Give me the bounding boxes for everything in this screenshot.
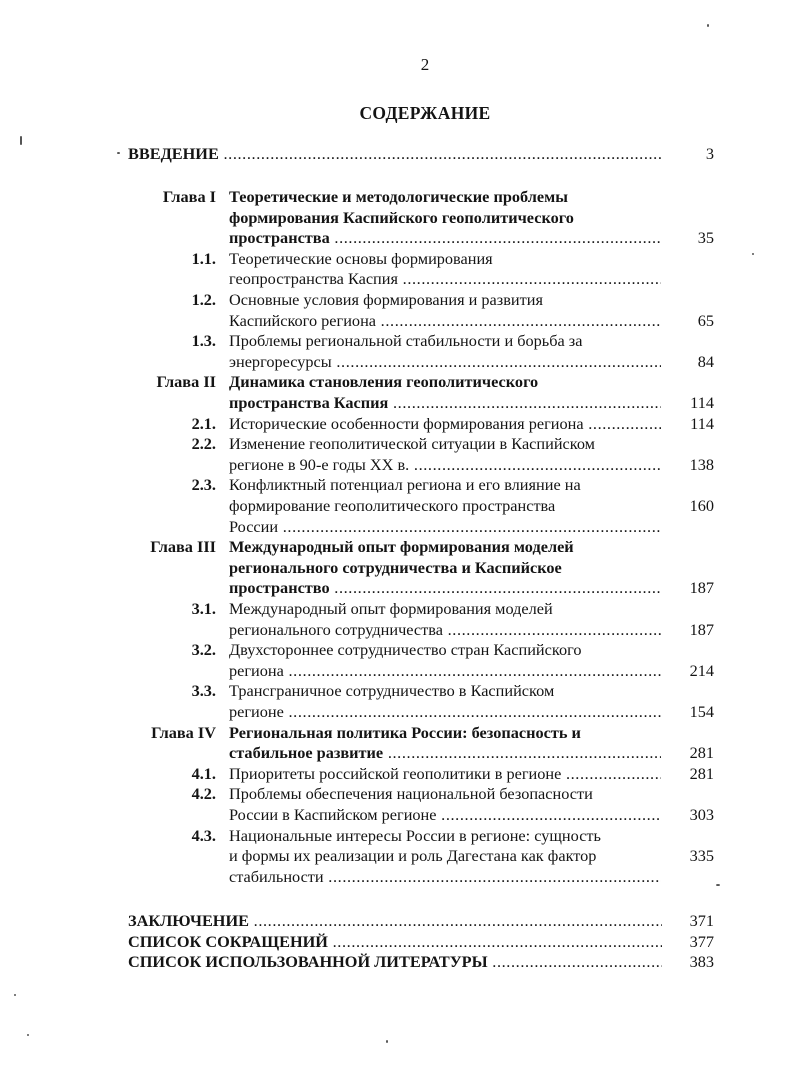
scan-speck bbox=[20, 136, 22, 145]
toc-entry-section-title-line: Изменение геополитической ситуации в Каспийском bbox=[229, 434, 595, 454]
toc-entry-section-title-line: Национальные интересы России в регионе: сущность bbox=[229, 825, 601, 845]
toc-entry-chapter-label: Глава II bbox=[156, 372, 216, 392]
toc-entry-section-title-line: Проблемы обеспечения национальной безопасности bbox=[229, 784, 593, 804]
toc-entry-chapter-page-number: 281 bbox=[689, 743, 714, 763]
toc-entry-section-page-number: 303 bbox=[689, 804, 714, 824]
toc-entry-section-title-line: России ..... bbox=[229, 517, 661, 538]
toc-entry-section-title-line: и формы их реализации и роль Дагестана как фактор bbox=[229, 846, 597, 866]
toc-entry-chapter-page-number: 187 bbox=[689, 578, 714, 598]
toc-entry-chapter-title-line: Региональная политика России: безопасность и bbox=[229, 722, 581, 742]
toc-entry-section-title-line: Каспийского региона ..... bbox=[229, 311, 661, 332]
toc-entry-section-title-line: геопространства Каспия ..... bbox=[229, 269, 661, 290]
scan-speck bbox=[716, 884, 720, 886]
toc-entry-section-label: 3.2. bbox=[191, 640, 216, 660]
toc-entry-section-title-line: региона ..... bbox=[229, 661, 661, 682]
toc-entry-section-title-line: регионе ..... bbox=[229, 702, 661, 723]
toc-entry-closing-title-line: СПИСОК ИСПОЛЬЗОВАННОЙ ЛИТЕРАТУРЫ ..... bbox=[128, 952, 662, 973]
toc-entry-section-title-line: регионального сотрудничества ..... bbox=[229, 620, 661, 641]
toc-entry-section-label: 4.2. bbox=[191, 784, 216, 804]
toc-entry-section-label: 4.3. bbox=[191, 825, 216, 845]
toc-entry-section-label: 4.1. bbox=[191, 763, 216, 783]
toc-entry-closing-page-number: 371 bbox=[689, 911, 714, 930]
toc-entry-chapter-label: Глава IV bbox=[151, 722, 216, 742]
scan-speck bbox=[14, 994, 16, 996]
toc-title: СОДЕРЖАНИЕ bbox=[359, 103, 491, 123]
toc-entry-section-label: 3.3. bbox=[191, 681, 216, 701]
toc-entry-section-title-line: Трансграничное сотрудничество в Каспийском bbox=[229, 681, 555, 701]
toc-entry-closing-title-line: ЗАКЛЮЧЕНИЕ ..... bbox=[128, 911, 662, 932]
toc-entry-chapter-title-line: пространство ..... bbox=[229, 578, 661, 599]
toc-entry-chapter-title-line: формирования Каспийского геополитического bbox=[229, 207, 574, 227]
toc-entry-section-label: 2.1. bbox=[191, 413, 216, 433]
toc-entry-intro-page-number: 3 bbox=[705, 144, 714, 163]
toc-entry-section-label: 2.2. bbox=[191, 434, 216, 454]
toc-entry-section-page-number: 65 bbox=[697, 310, 714, 330]
toc-entry-section-title-line: Двухстороннее сотрудничество стран Каспийского bbox=[229, 640, 582, 660]
toc-entry-section-page-number: 281 bbox=[689, 763, 714, 783]
toc-entry-section-title-line: Проблемы региональной стабильности и борьба за bbox=[229, 331, 583, 351]
toc-entry-section-page-number: 214 bbox=[689, 660, 714, 680]
scan-speck bbox=[27, 1034, 29, 1036]
toc-entry-section-page-number: 154 bbox=[689, 701, 714, 721]
toc-entry-section-page-number: 84 bbox=[697, 351, 714, 371]
toc-entry-section-page-number: 114 bbox=[690, 413, 714, 433]
toc-entry-section-title-line: формирование геополитического пространства bbox=[229, 495, 556, 515]
toc-entry-section-title-line: Исторические особенности формирования региона ..... bbox=[229, 414, 661, 435]
toc-entry-section-page-number: 160 bbox=[689, 495, 714, 515]
toc-entry-chapter-label: Глава I bbox=[162, 187, 216, 206]
toc-entry-chapter-title-line: пространства Каспия ..... bbox=[229, 393, 661, 414]
toc-entry-section-label: 2.3. bbox=[191, 475, 216, 495]
toc-entry-chapter-label: Глава III bbox=[150, 537, 216, 557]
toc-entry-closing-page-number: 377 bbox=[689, 931, 714, 951]
toc-entry-section-title-line: Основные условия формирования и развития bbox=[229, 290, 543, 309]
toc-entry-section-label: 1.1. bbox=[191, 248, 216, 268]
scan-speck bbox=[117, 152, 120, 154]
toc-entry-section-title-line: энергоресурсы ..... bbox=[229, 352, 661, 373]
toc-entry-section-label: 1.3. bbox=[191, 331, 216, 351]
toc-entry-section-page-number: 138 bbox=[689, 454, 714, 474]
toc-entry-section-title-line: регионе в 90-е годы XX в. ..... bbox=[229, 455, 661, 476]
toc-entry-chapter-title-line: Теоретические и методологические проблемы bbox=[229, 187, 568, 206]
toc-entry-chapter-title-line: пространства ..... bbox=[229, 228, 661, 249]
toc-entry-intro-title-line: ВВЕДЕНИЕ ..... bbox=[128, 144, 662, 165]
toc-entry-chapter-page-number: 35 bbox=[697, 228, 714, 248]
scan-speck bbox=[386, 1040, 388, 1043]
toc-entry-closing-title-line: СПИСОК СОКРАЩЕНИЙ ..... bbox=[128, 932, 662, 953]
toc-entry-section-title-line: России в Каспийском регионе ..... bbox=[229, 805, 661, 826]
page-number: 2 bbox=[420, 55, 430, 74]
toc-entry-section-page-number: 335 bbox=[689, 846, 714, 866]
toc-entry-section-label: 3.1. bbox=[191, 599, 216, 618]
toc-entry-section-label: 1.2. bbox=[191, 290, 216, 309]
toc-entry-section-title-line: Международный опыт формирования моделей bbox=[229, 599, 553, 618]
scan-speck bbox=[752, 253, 754, 255]
scan-speck bbox=[707, 24, 709, 27]
toc-entry-chapter-title-line: Международный опыт формирования моделей bbox=[229, 537, 574, 557]
toc-entry-section-title-line: стабильности ..... bbox=[229, 867, 661, 888]
toc-entry-chapter-title-line: стабильное развитие ..... bbox=[229, 743, 661, 764]
toc-entry-section-page-number: 187 bbox=[689, 619, 714, 639]
toc-entry-chapter-title-line: Динамика становления геополитического bbox=[229, 372, 539, 392]
toc-entry-section-title-line: Теоретические основы формирования bbox=[229, 248, 493, 268]
toc-entry-chapter-title-line: регионального сотрудничества и Каспийское bbox=[229, 557, 562, 577]
toc-entry-section-title-line: Конфликтный потенциал региона и его влияние на bbox=[229, 475, 581, 495]
toc-entry-chapter-page-number: 114 bbox=[690, 392, 714, 412]
toc-entry-closing-page-number: 383 bbox=[689, 952, 714, 972]
toc-entry-section-title-line: Приоритеты российской геополитики в регионе ..... bbox=[229, 764, 661, 785]
